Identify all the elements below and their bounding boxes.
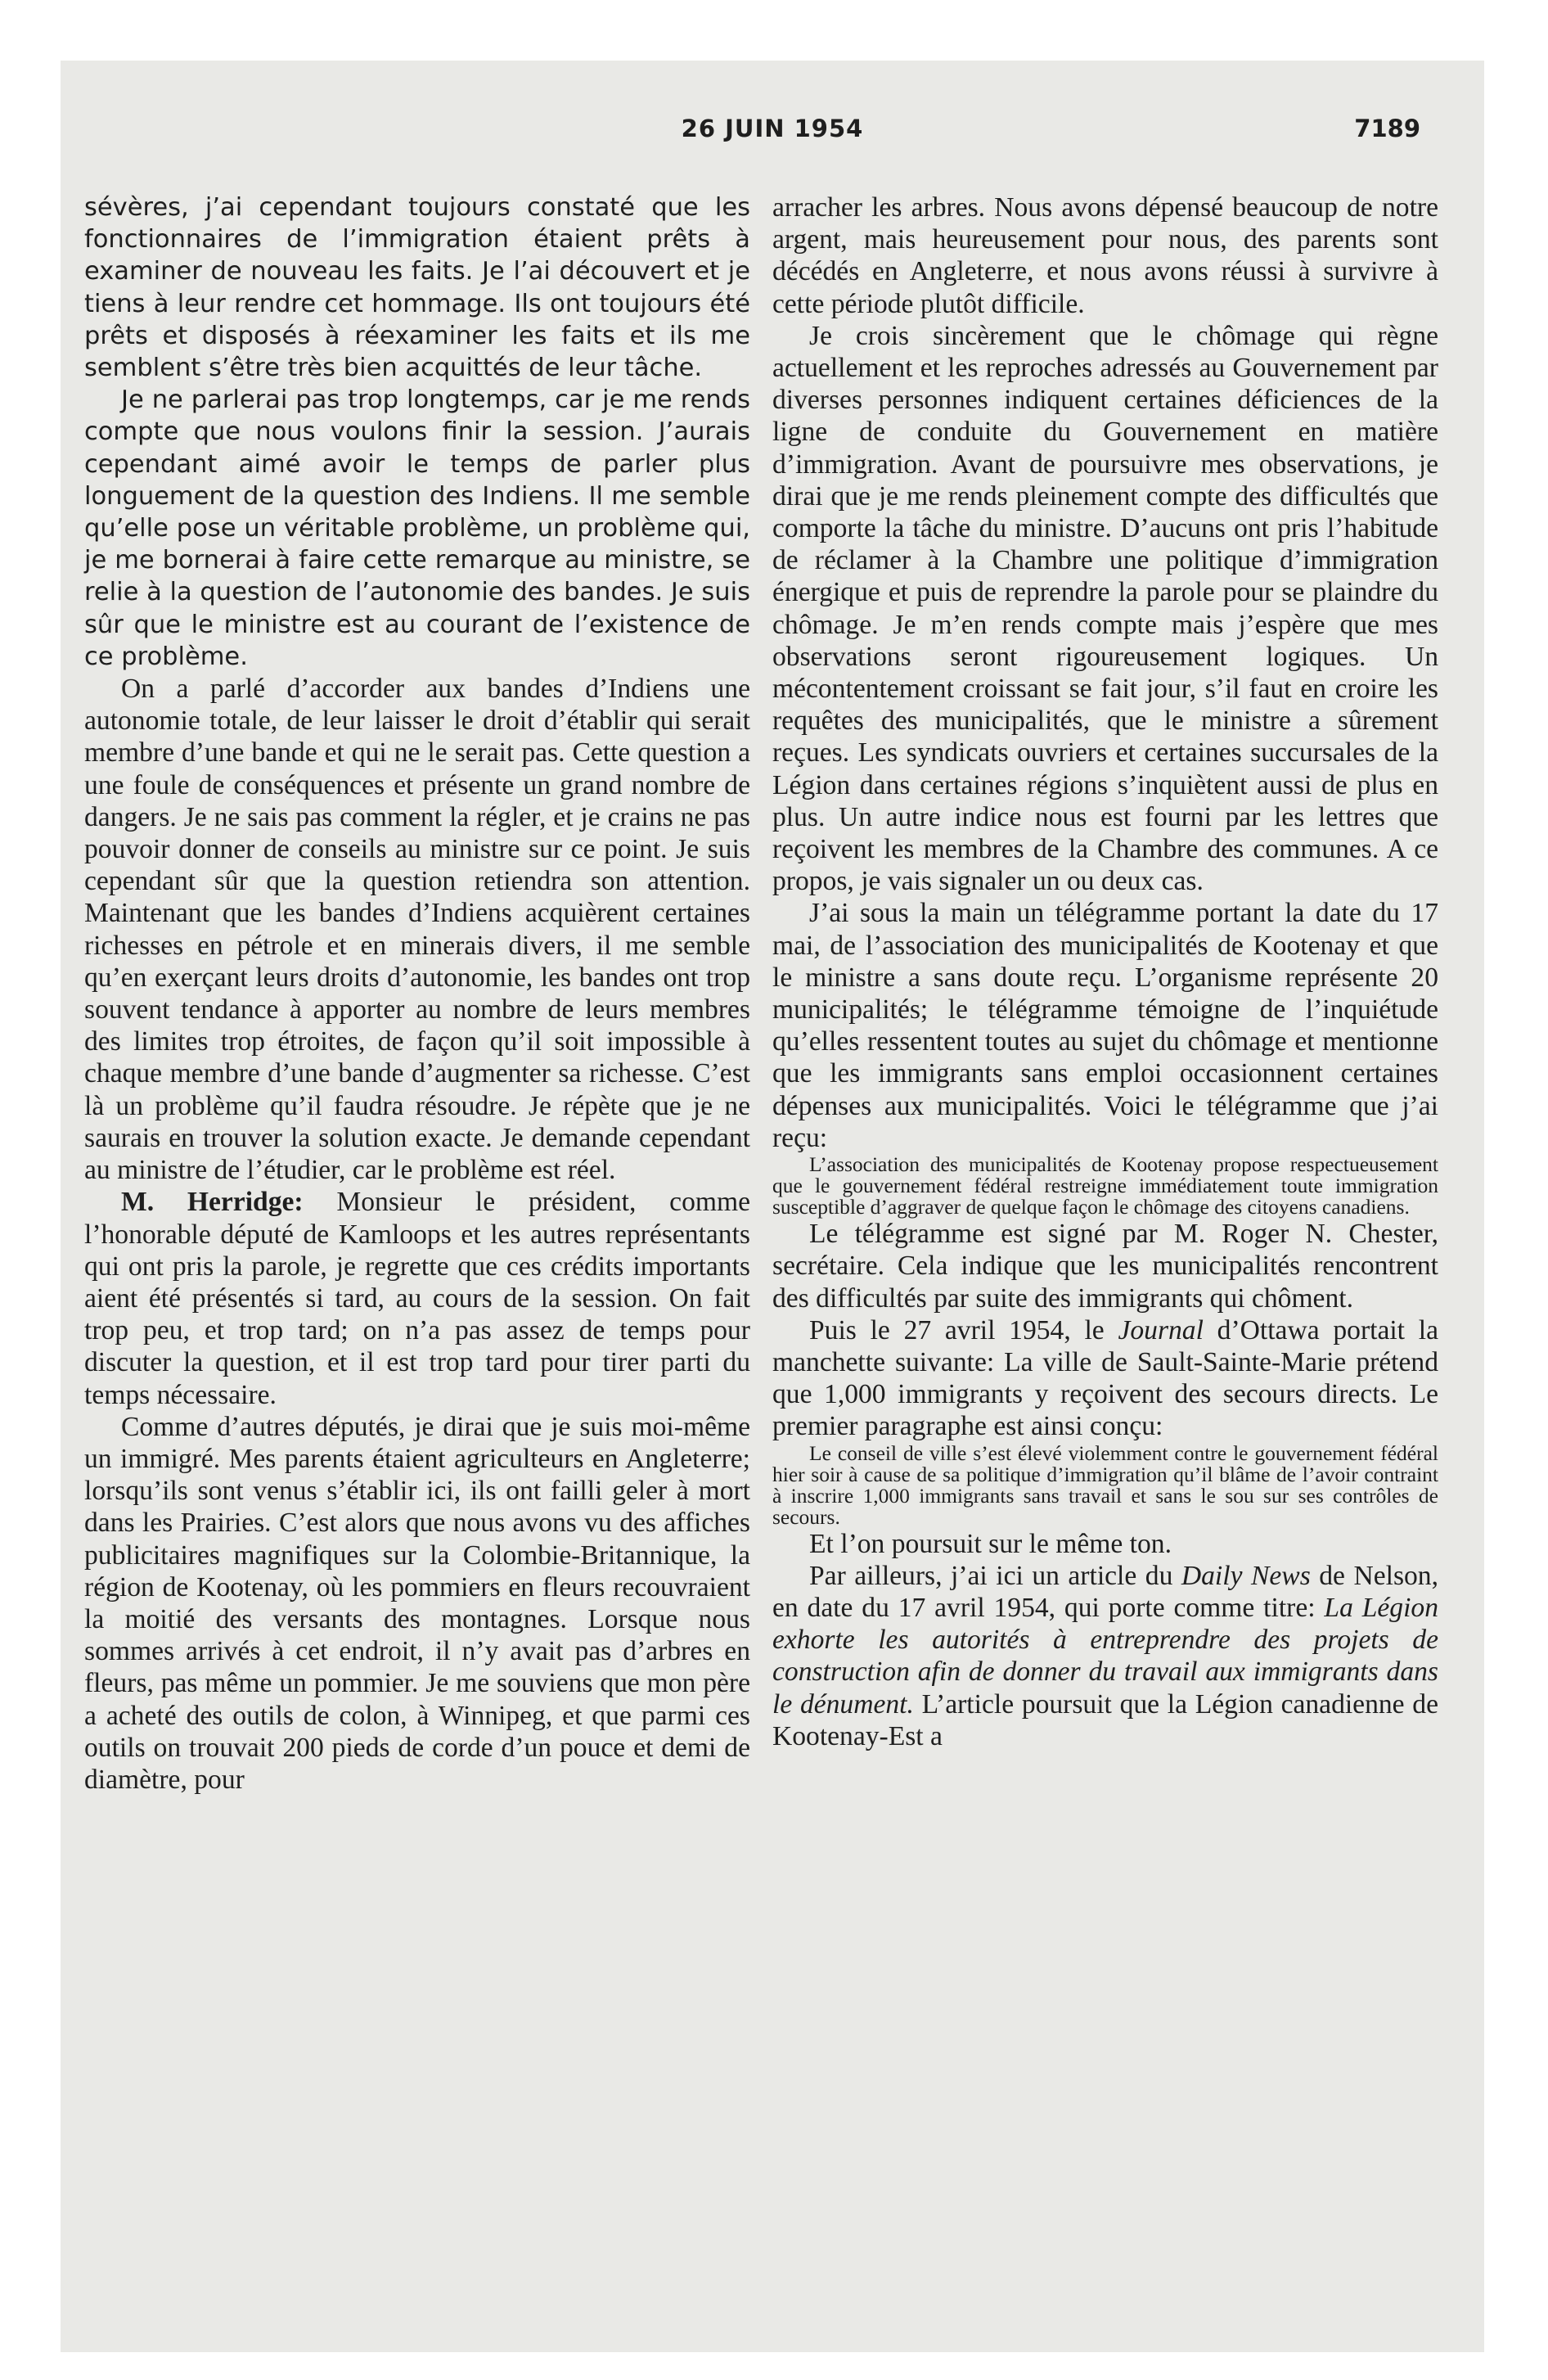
right-paragraph-1: arracher les arbres. Nous avons dépensé beaucoup de notre argent, mais heureusement pour nous, des parents sont décédés en Angleterre, et nous avons réussi à survivre à cette période plutôt difficile. — [772, 192, 1438, 319]
page-number: 7189 — [1354, 115, 1420, 142]
left-paragraph-1: sévères, j’ai cependant toujours constaté que les fonctionnaires de l’immigration étaient prêts à examiner de nouveau les faits. Je l’ai découvert et je tiens à leur rendre cet hommage. Ils ont toujours été prêts et disposés à réexaminer les faits et ils me semblent s’être très bien acquittés de leur tâche. — [84, 193, 750, 383]
council-quote: Le conseil de ville s’est élevé violemment contre le gouvernement fédéral hier soir à cause de sa politique d’immigration qu’il blâme de l’avoir contraint à inscrire 1,000 immigrants sans travail et sans le sou sur ses contrôles de secours. — [772, 1440, 1438, 1529]
header-date: 26 JUIN 1954 — [681, 115, 864, 142]
text-segment: Puis le 27 avril 1954, le — [809, 1314, 1118, 1346]
right-paragraph-7 — [772, 1560, 1438, 1752]
speaker-name: M. Herridge: — [121, 1187, 304, 1218]
right-paragraph-2: Je crois sincèrement que le chômage qui règne actuellement et les reproches adressés au Gouvernement par diverses personnes indiquent certaines déficiences de la ligne de conduite du Gouvernement en matière d’immigration. Avant de poursuivre mes observations, je dirai que je me rends pleinement compte des difficultés que comporte la tâche du ministre. D’aucuns ont pris l’habitude de réclamer à la Chambre une politique d’immigration énergique et puis de reprendre la parole pour se plaindre du chômage. Je m’en rends compte mais j’espère que mes observations seront rigoureusement logiques. Un mécontentement croissant se fait jour, s’il faut en croire les requêtes des municipalités, que le ministre a sûrement reçues. Les syndicats ouvriers et certaines succursales de la Légion dans certaines régions s’inquiètent aussi de plus en plus. Un autre indice nous est fourni par les lettres que reçoivent les membres de la Chambre des communes. A ce propos, je vais signaler un ou deux cas. — [772, 320, 1438, 897]
left-column — [84, 192, 750, 1796]
right-paragraph-3: J’ai sous la main un télégramme portant la date du 17 mai, de l’association des municipalités de Kootenay et que le ministre a sans doute reçu. L’organisme représente 20 municipalités; le télégramme témoigne de l’inquiétude qu’elles ressentent toutes au sujet du chômage et mentionne que les immigrants sans emploi occasionnent certaines dépenses aux municipalités. Voici le télégramme que j’ai reçu: — [772, 898, 1438, 1153]
right-paragraph-6: Et l’on poursuit sur le même ton. — [809, 1528, 1172, 1559]
hansard-page — [61, 61, 1484, 2352]
right-paragraph-5 — [772, 1314, 1438, 1443]
speech-text: Monsieur le président, comme l’honorable député de Kamloops et les autres représentants qui ont pris la parole, je regrette que ces crédits importants aient été présentés si tard, au cours de la session. On fait trop peu, et trop tard; on n’a pas assez de temps pour discuter la question, et il est trop tard pour tirer parti du temps nécessaire. — [84, 1187, 750, 1410]
text-segment: L’article poursuit que la Légion canadienne de Kootenay-Est a — [772, 1688, 1438, 1751]
left-paragraph-5: Comme d’autres députés, je dirai que je suis moi-même un immigré. Mes parents étaient agriculteurs en Angleterre; lorsqu’ils sont venus s’établir ici, ils ont failli geler à mort dans les Prairies. C’est alors que nous avons vu des affiches publicitaires magnifiques sur la Colombie-Britannique, la région de Kootenay, où les pommiers en fleurs recouvraient la moitié des versants des montagnes. Lorsque nous sommes arrivés à cet endroit, il n’y avait pas d’arbres en fleurs, pas même un pommier. Je me souviens que mon père a acheté des outils de colon, à Winnipeg, et que parmi ces outils on trouvait 200 pieds de corde d’un pouce et demi de diamètre, pour — [84, 1411, 750, 1795]
right-paragraph-4: Le télégramme est signé par M. Roger N. Chester, secrétaire. Cela indique que les municipalités rencontrent des difficultés par suite des immigrants qui chôment. — [772, 1219, 1438, 1314]
article-title: La Légion exhorte les autorités à entreprendre des projets de construction afin de donner du travail aux immigrants dans le dénument. — [772, 1592, 1439, 1720]
left-paragraph-2: Je ne parlerai pas trop longtemps, car je me rends compte que nous voulons finir la session. J’aurais cependant aimé avoir le temps de parler plus longuement de la question des Indiens. Il me semble qu’elle pose un véritable problème, un problème qui, je me bornerai à faire cette remarque au ministre, se relie à la question de l’autonomie des bandes. Je suis sûr que le ministre est au courant de l’existence de ce problème. — [84, 385, 750, 671]
newspaper-name: Daily News — [1181, 1560, 1311, 1591]
text-segment: de Nelson, en date du 17 avril 1954, qui porte comme titre: — [772, 1560, 1438, 1623]
left-paragraph-4 — [84, 1186, 750, 1410]
telegram-quote: L’association des municipalités de Kootenay propose respectueusement que le gouvernement fédéral restreigne immédiatement toute immigration susceptible d’aggraver de quelque façon le chômage des citoyens canadiens. — [772, 1152, 1438, 1219]
left-paragraph-3: On a parlé d’accorder aux bandes d’Indiens une autonomie totale, de leur laisser le droit d’établir qui serait membre d’une bande et qui ne le serait pas. Cette question a une foule de conséquences et présente un grand nombre de dangers. Je ne sais pas comment la régler, et je crains ne pas pouvoir donner de conseils au ministre sur ce point. Je suis cependant sûr que la question retiendra son attention. Maintenant que les bandes d’Indiens acquièrent certaines richesses en pétrole et en minerais divers, il me semble qu’en exerçant leurs droits d’autonomie, les bandes ont trop souvent tendance à apporter au nombre de leurs membres des limites trop étroites, de façon qu’il soit impossible à chaque membre d’une bande d’augmenter sa richesse. C’est là un problème qu’il faudra résoudre. Je répète que je ne saurais en trouver la solution exacte. Je demande cependant au ministre de l’étudier, car le problème est réel. — [84, 674, 750, 1186]
text-segment: d’Ottawa portait la manchette suivante: La ville de Sault-Sainte-Marie prétend que 1,000 immigrants y reçoivent des secours directs. Le premier paragraphe est ainsi conçu: — [772, 1314, 1438, 1442]
page-header — [61, 115, 1484, 164]
text-segment: Par ailleurs, j’ai ici un article du — [809, 1560, 1181, 1591]
journal-name: Journal — [1118, 1314, 1204, 1346]
right-column — [772, 192, 1438, 1752]
